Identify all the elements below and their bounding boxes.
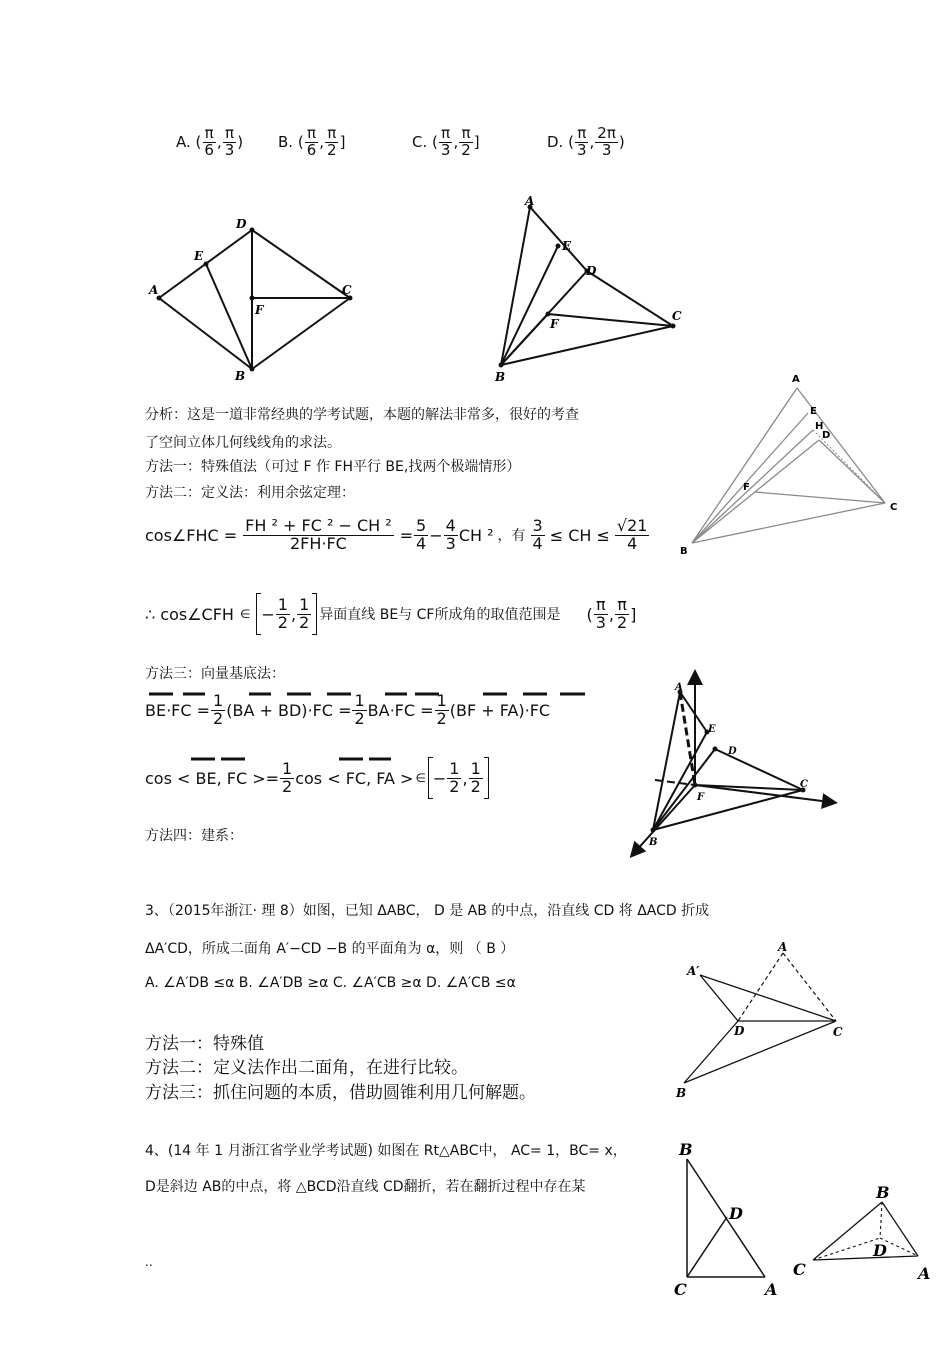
p4l-label-d: D (729, 1204, 743, 1223)
fig3-label-e: E (810, 406, 817, 417)
p4l-label-c: C (674, 1280, 687, 1299)
footer-dots: .. (145, 1255, 153, 1269)
fig4-label-f: F (697, 792, 705, 803)
analysis-line-1: 分析：这是一道非常经典的学考试题，本题的解法非常多，很好的考查 (145, 407, 579, 423)
p4r-label-a: A (918, 1264, 931, 1283)
p3-label-a: A (778, 940, 788, 954)
vector-arrows-row-1 (145, 690, 595, 700)
analysis-line-2: 了空间立体几何线线角的求法。 (145, 435, 341, 451)
p4l-label-b: B (679, 1140, 693, 1159)
option-a: A. ( $\frac{\pi}{6}$ , $\frac{\pi}{3}$ ) (176, 124, 244, 159)
option-d: D. ( $\frac{\pi}{3}$ , $\frac{2\pi}{3}$ ) (547, 124, 625, 159)
fig3-label-b: B (680, 546, 688, 557)
fig1-label-b: B (235, 369, 246, 383)
problem-4-line-2: D是斜边 AB的中点，将 △BCD沿直线 CD翻折，若在翻折过程中存在某 (145, 1179, 586, 1195)
fig3-label-a: A (792, 374, 800, 385)
fig3-label-d: D (822, 430, 831, 441)
p3-label-d: D (734, 1024, 745, 1038)
vector-formula: BE⋅FC = $\frac{1}{2}$ (BA + BD)⋅FC = $\frac{1}{2}$ BA⋅FC = $\frac{1}{2}$ (BF + FA)⋅FC (145, 691, 551, 728)
p4r-label-b: B (876, 1183, 890, 1202)
cosine-formula: cos∠FHC = $\frac{\text{FH ² + FC ² − CH ²}}{2FH\cdot FC}$ = $\frac{5}{4}$ − $\frac{4}{3}$ CH ² ，有 $\frac{3}{4}$ ≤ CH ≤ $\frac{√21}{4}$ (145, 516, 648, 553)
fig1-label-e: E (194, 249, 204, 263)
figure-3-diagram (675, 368, 915, 563)
problem-4-left-diagram (665, 1135, 778, 1300)
option-c: C. ( $\frac{\pi}{3}$ , $\frac{\pi}{2}$ ] (412, 124, 480, 159)
p3-label-c: C (833, 1025, 843, 1039)
method-1: 方法一：特殊值法（可过 F 作 FH平行 BE,找两个极端情形） (145, 459, 521, 475)
problem-3-line-2: ΔA′CD，所成二面角 A′−CD −B 的平面角为 α，则 （ B ） (145, 941, 515, 957)
option-b: B. ( $\frac{\pi}{6}$ , $\frac{\pi}{2}$ ] (278, 124, 346, 159)
fig4-label-c: C (800, 779, 808, 790)
p3-label-b: B (676, 1086, 687, 1100)
range-statement: ∴ cos∠CFH ∈ − $\frac{1}{2}$ , $\frac{1}{2}$ 异面直线 BE与 CF所成角的取值范围是 ( $\frac{\pi}{3}$ , $\frac{\pi}{2}$ ] (145, 593, 636, 635)
fig2-label-a: A (525, 194, 535, 208)
figure-2-diagram (490, 192, 690, 387)
figure-4-coordinate-diagram (625, 672, 840, 857)
fig2-label-c: C (672, 309, 682, 323)
fig1-label-d: D (236, 217, 247, 231)
p3-label-a-prime: A′ (687, 964, 700, 978)
problem-3-line-1: 3、（2015年浙江· 理 8）如图，已知 ΔABC， D 是 AB 的中点，沿直线 CD 将 ΔACD 折成 (145, 903, 710, 919)
fig4-label-e: E (708, 724, 716, 735)
fig3-label-f: F (743, 482, 750, 493)
fig1-label-f: F (255, 303, 264, 317)
fig1-label-a: A (149, 283, 159, 297)
method-4: 方法四：建系： (145, 828, 243, 844)
p4r-label-c: C (793, 1260, 806, 1279)
vector-arrows-row-2 (185, 755, 415, 765)
fig3-label-c: C (890, 502, 898, 513)
vector-cosine: cos < BE, FC >= $\frac{1}{2}$ cos < FC, FA > ∈ − $\frac{1}{2}$ , $\frac{1}{2}$ (145, 757, 489, 799)
fig3-label-h: H (815, 421, 824, 432)
fig2-label-f: F (550, 317, 559, 331)
problem-4-right-diagram (788, 1180, 938, 1285)
problem-3-method-1: 方法一：特殊值 (145, 1034, 264, 1054)
fig4-label-a: A (675, 682, 683, 693)
fig1-label-c: C (342, 283, 352, 297)
fig2-label-e: E (562, 239, 572, 253)
method-3: 方法三：向量基底法： (145, 666, 285, 682)
fig2-label-d: D (586, 264, 597, 278)
fig4-label-d: D (728, 746, 737, 757)
figure-1-diagram (140, 210, 370, 390)
problem-3-diagram (670, 935, 870, 1105)
fig2-label-b: B (495, 370, 506, 384)
problem-3-method-3: 方法三：抓住问题的本质，借助圆锥利用几何解题。 (145, 1083, 536, 1103)
problem-4-line-1: 4、(14 年 1 月浙江省学业学考试题) 如图在 Rt△ABC中， AC= 1，BC= x， (145, 1143, 627, 1159)
problem-3-choices: A. ∠A′DB ≤α B. ∠A′DB ≥α C. ∠A′CB ≥α D. ∠A′CB ≤α (145, 975, 516, 991)
p4l-label-a: A (765, 1280, 778, 1299)
p4r-label-d: D (873, 1241, 887, 1260)
method-2: 方法二：定义法：利用余弦定理： (145, 485, 355, 501)
problem-3-method-2: 方法二：定义法作出二面角，在进行比较。 (145, 1058, 468, 1078)
fig4-label-b: B (649, 837, 658, 848)
